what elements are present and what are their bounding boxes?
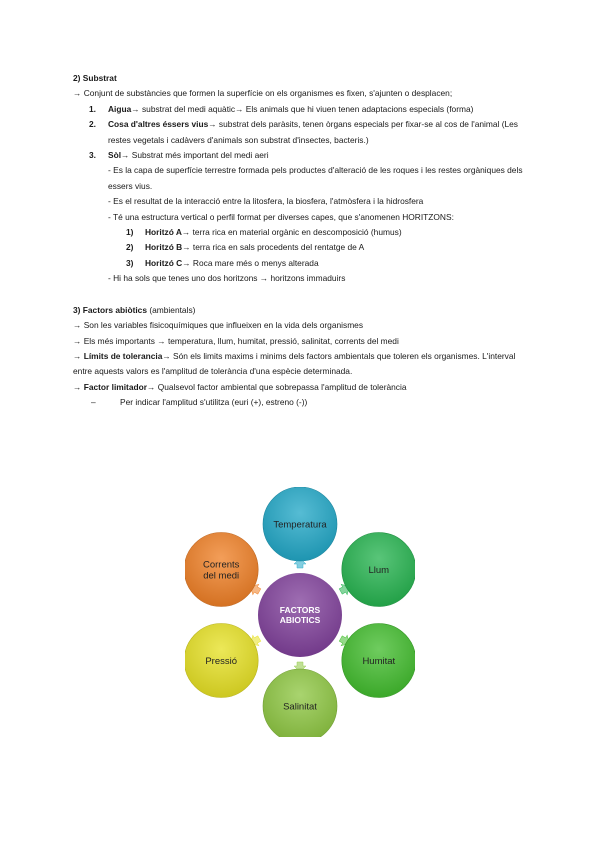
horizon-name: Horitzó C — [145, 257, 183, 268]
node-corrents — [185, 533, 258, 607]
factors-diagram — [185, 487, 415, 737]
section-heading-substrat: 2) Substrat — [73, 73, 117, 83]
node-label: Corrents — [202, 559, 240, 571]
node-llum — [342, 533, 415, 607]
list-number: 2. — [89, 119, 96, 130]
list-item-cosa — [73, 117, 533, 148]
sol-point: - Es el resultat de la interacció entre la litosfera, la biosfera, l'atmòsfera i la hidrosfera — [108, 196, 424, 207]
node-humitat — [342, 624, 415, 698]
limits-paragraph — [73, 349, 533, 380]
factors-diagram-svg — [185, 487, 415, 737]
horizon-item — [73, 225, 533, 240]
node-label: Temperatura — [273, 519, 327, 531]
limits-term: Límits de tolerancia — [83, 350, 163, 361]
list-item-aigua — [73, 102, 533, 117]
horizon-item — [73, 256, 533, 271]
sol-point: - Es la capa de superfície terrestre formada pels productes d'alteració de les roques i les restes orgàniques dels essers vius. — [108, 165, 523, 191]
factor-term: Factor limitador — [83, 381, 147, 392]
node-label: Humitat — [362, 656, 396, 667]
limits-text: → Són els limits maxims i minims dels factors ambientals que toleren els organismes. L'interval entre aquests valors es l'amplitud de tolerància d'una espècie determinada. — [73, 350, 516, 377]
center-label: ABIOTICS — [279, 615, 321, 625]
node-temperatura — [263, 487, 337, 561]
horizon-text: → terra rica en material orgànic en descomposició (humus) — [181, 227, 402, 238]
node-label: Pressió — [205, 656, 238, 667]
horizon-name: Horitzó A — [145, 227, 182, 238]
list-term: Cosa d'altres éssers vius — [108, 119, 209, 130]
list-number: 3. — [89, 150, 96, 161]
substrat-definition: → Conjunt de substàncies que formen la superfície on els organismes es fixen, s'ajunten o desplacen; — [73, 88, 453, 99]
list-item-sol — [73, 148, 533, 163]
factor-text: → Qualsevol factor ambiental que sobrepassa l'amplitud de tolerància — [147, 381, 407, 392]
list-text: → Substrat més important del medi aeri — [121, 150, 269, 161]
factors-line: → Son les variables fisicoquímiques que influeixen en la vida dels organismes — [73, 320, 364, 331]
list-number: 1. — [89, 103, 96, 114]
heading-rest: (ambientals) — [147, 304, 196, 315]
horizon-number: 3) — [126, 257, 134, 268]
center-node — [257, 572, 343, 658]
sol-closing: - Hi ha sols que tenes uno dos horitzons → horitzons immaduirs — [108, 273, 346, 284]
node-label: Salinitat — [283, 701, 317, 713]
factors-line: → Els més importants → temperatura, llum, humitat, pressió, salinitat, corrents del medi — [73, 335, 399, 346]
horizon-name: Horitzó B — [145, 242, 183, 253]
list-text: → substrat del medi aquàtic→ Els animals que hi viuen tenen adaptacions especials (forma) — [131, 103, 474, 114]
node-label: Llum — [368, 565, 390, 576]
node-pressio — [185, 624, 258, 698]
node-salinitat — [263, 669, 337, 737]
center-label: FACTORS — [279, 605, 321, 615]
bullet-dash: – — [91, 397, 96, 408]
section-heading-factors — [73, 303, 533, 318]
factor-limitador-line — [73, 380, 533, 395]
list-text: → substrat dels paràsits, tenen òrgans especials per fixar-se al cos de l'animal (Les restes vegetals i cadàvers d'animals son substrat d'insectes, bacteris.) — [108, 119, 518, 145]
list-term: Sòl — [108, 150, 122, 161]
document-text — [73, 71, 533, 411]
list-term: Aigua — [108, 103, 132, 114]
horizon-text: → terra rica en sals procedents del rentatge de A — [182, 242, 365, 253]
horizon-text: → Roca mare més o menys alterada — [182, 257, 319, 268]
node-label: del medi — [203, 570, 240, 582]
horizon-number: 1) — [126, 227, 134, 238]
bullet-text: Per indicar l'amplitud s'utilitza (euri (+), estreno (-)) — [120, 397, 308, 408]
amplitude-bullet — [73, 395, 533, 410]
sol-point: - Té una estructura vertical o perfil format per diverses capes, que s'anomenen HORITZONS: — [108, 211, 454, 222]
arrow-prefix: → — [73, 350, 84, 361]
arrow-prefix: → — [73, 381, 84, 392]
heading-bold: 3) Factors abiòtics — [73, 304, 148, 315]
horizon-item — [73, 240, 533, 255]
horizon-number: 2) — [126, 242, 134, 253]
